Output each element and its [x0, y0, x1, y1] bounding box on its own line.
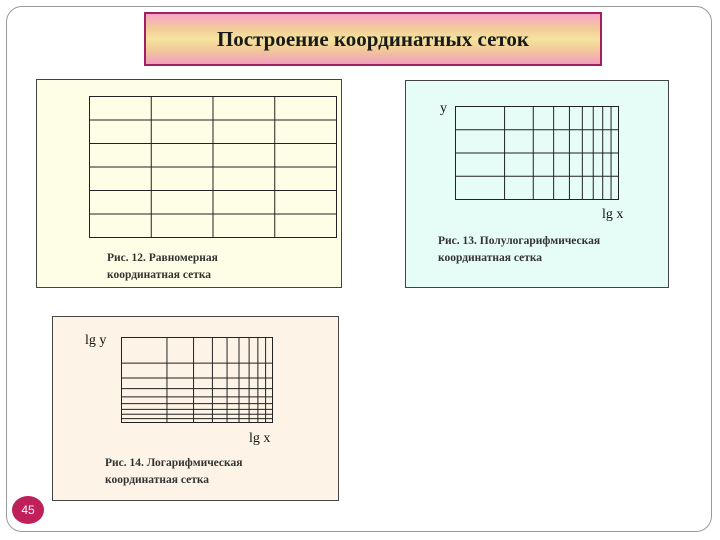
page-number-badge	[12, 496, 44, 524]
figure-12-caption-line1: Рис. 12. Равномерная	[107, 252, 218, 264]
lg-x-axis-label: lg x	[602, 207, 624, 222]
figure-13-caption-line2: координатная сетка	[438, 252, 543, 264]
figure-12-caption-line2: координатная сетка	[107, 269, 212, 281]
uniform-grid-panel	[36, 79, 342, 288]
figure-14-caption-line2: координатная сетка	[105, 474, 210, 486]
y-axis-label: y	[440, 101, 447, 116]
figure-13-caption	[438, 233, 600, 267]
figure-14-caption-line1: Рис. 14. Логарифмическая	[105, 457, 243, 469]
title-banner	[144, 12, 602, 66]
page-number: 45	[21, 503, 35, 517]
figure-13-caption-line1: Рис. 13. Полулогарифмическая	[438, 235, 601, 247]
loglog-grid	[121, 337, 273, 423]
lg-x-axis-label: lg x	[249, 431, 271, 446]
semilog-grid	[455, 106, 619, 200]
loglog-grid-panel	[52, 316, 339, 501]
figure-12-caption	[107, 250, 218, 284]
semilog-grid-panel	[405, 80, 669, 288]
lg-y-axis-label: lg y	[85, 333, 107, 348]
uniform-grid	[89, 96, 337, 238]
slide-title: Построение координатных сеток	[216, 27, 530, 51]
figure-14-caption	[105, 455, 242, 489]
